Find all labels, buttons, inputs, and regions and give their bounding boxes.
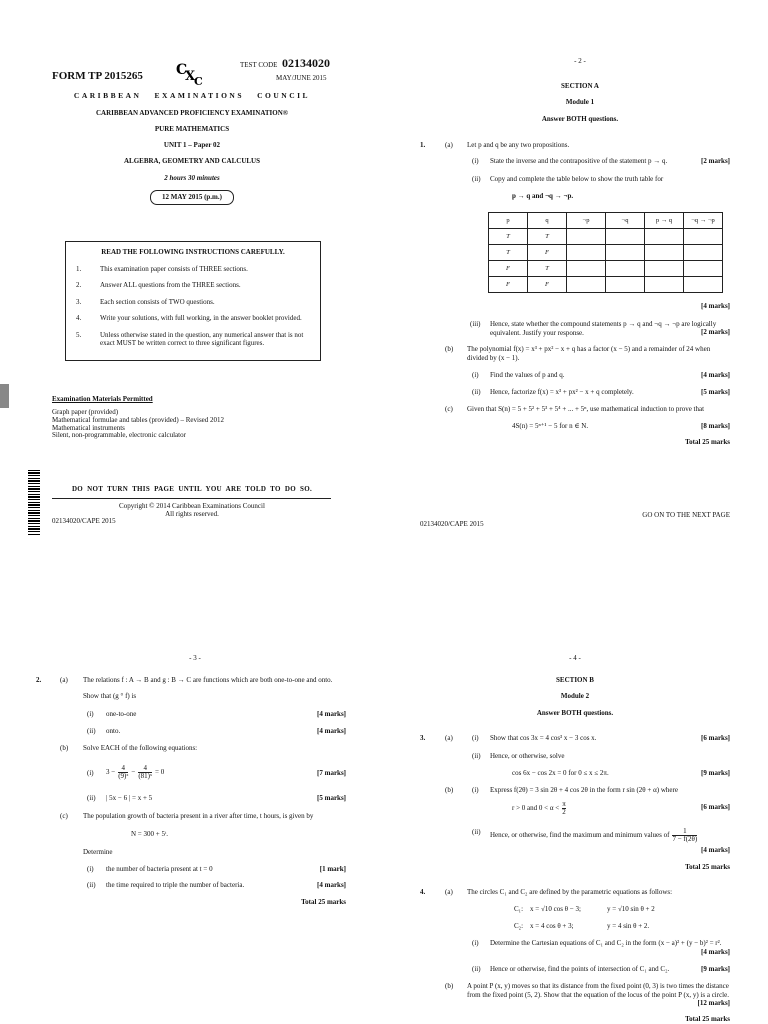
q4-c1-y: y = √10 sin θ + 2	[607, 905, 655, 913]
q2c-determine: Determine	[83, 848, 113, 856]
q1bi-text: Find the values of p and q.	[490, 371, 565, 379]
pi-over-two	[562, 801, 566, 816]
q1-number: 1.	[420, 141, 426, 149]
q2bii-marks: [5 marks]	[317, 794, 346, 802]
instruction-number: 1.	[76, 264, 82, 273]
topic: ALGEBRA, GEOMETRY AND CALCULUS	[123, 157, 260, 165]
q3bii-label: (ii)	[472, 828, 481, 836]
q4aii-text: Hence or otherwise, find the points of intersection of C₁ and C₂.	[490, 965, 670, 973]
q2-total: Total 25 marks	[301, 898, 346, 906]
q4ai-marks: [4 marks]	[701, 948, 730, 956]
page-number-2: - 2 -	[574, 57, 586, 65]
q4a-label: (a)	[445, 888, 453, 896]
table-header-cell: ¬q	[606, 213, 645, 229]
table-cell	[567, 229, 606, 245]
q1c-label: (c)	[445, 405, 453, 413]
q3bii-marks: [4 marks]	[701, 846, 730, 854]
q1c-expression: 4S(n) = 5ⁿ⁺¹ − 5 for n ∈ N.	[512, 422, 589, 430]
q1ai-text: State the inverse and the contrapositive of the statement p → q.	[490, 157, 668, 165]
instruction-number: 4.	[76, 314, 82, 322]
q4ai-label: (i)	[472, 939, 479, 947]
cxc-logo-icon	[176, 60, 206, 86]
page-number-4: - 4 -	[569, 654, 581, 662]
table-cell	[606, 277, 645, 293]
fraction-1-num: 4	[121, 764, 126, 772]
q2ai-marks: [4 marks]	[317, 710, 346, 718]
fraction-2-den: (81)ˣ	[138, 772, 153, 780]
q2b-label: (b)	[60, 744, 69, 752]
fraction-2	[138, 765, 152, 780]
q2a-text: The relations f : A → B and g : B → C are functions which are both one-to-one and onto.	[83, 676, 333, 684]
q2bi-lead: 3 −	[106, 768, 116, 777]
q2aii-marks: [4 marks]	[317, 727, 346, 735]
q1aii-text: Copy and complete the table below to show the truth table for	[490, 175, 664, 183]
q1c-marks: [8 marks]	[701, 422, 730, 430]
q2bi-tail: = 0	[155, 768, 165, 777]
q2cii-text: the time required to triple the number of bacteria.	[106, 881, 245, 889]
materials-title: Examination Materials Permitted	[52, 395, 153, 403]
instruction-text: Unless otherwise stated in the question, any numerical answer that is not exact MUST be written correct to three significant figures.	[100, 330, 304, 347]
table-cell	[684, 245, 723, 261]
q2ai-label: (i)	[87, 710, 94, 718]
table-cell: F	[489, 277, 528, 293]
q3ai-label: (i)	[472, 734, 479, 742]
q3aii-marks: [9 marks]	[701, 769, 730, 777]
test-code-label: TEST CODE	[240, 61, 278, 69]
q4ai-text: Determine the Cartesian equations of C₁ and C₂ in the form (x − a)² + (y − b)² = r².	[490, 939, 722, 947]
q4aii-marks: [9 marks]	[701, 965, 730, 973]
q1aiii-label: (iii)	[470, 320, 481, 328]
instructions-list	[66, 265, 320, 348]
table-header-row	[489, 213, 723, 229]
instructions-box	[65, 241, 321, 361]
instruction-number: 2.	[76, 281, 82, 289]
q2bi-marks: [7 marks]	[317, 769, 346, 777]
q1aii-expression: p → q and ¬q → ¬p.	[512, 192, 574, 200]
q4-c2-y: y = 4 sin θ + 2.	[607, 922, 650, 930]
table-cell	[684, 229, 723, 245]
copyright: Copyright © 2014 Caribbean Examinations Council	[119, 502, 265, 510]
q2ci-marks: [1 mark]	[319, 865, 346, 873]
go-on-next-page: GO ON TO THE NEXT PAGE	[642, 511, 730, 519]
pi-den: 2	[562, 808, 566, 816]
instruction-text: Write your solutions, with full working, in the answer booklet provided.	[100, 314, 302, 322]
instruction-number: 3.	[76, 297, 82, 306]
fraction-2-num: 4	[143, 764, 147, 772]
q1b-label: (b)	[445, 345, 454, 353]
q1aii-marks: [4 marks]	[701, 302, 730, 310]
q2ai-text: one-to-one	[106, 710, 137, 718]
material-item: Graph paper (provided)	[52, 408, 119, 416]
rights: All rights reserved.	[165, 510, 219, 518]
q3ai-text: Show that cos 3x = 4 cos³ x − 3 cos x.	[490, 734, 597, 742]
materials-list	[52, 409, 224, 440]
q2aii-label: (ii)	[87, 727, 96, 735]
q2c-text: The population growth of bacteria present in a river after time, t hours, is given by	[83, 812, 314, 820]
table-cell	[567, 245, 606, 261]
table-cell: F	[489, 261, 528, 277]
q2bi-minus: −	[131, 768, 136, 777]
q2bii-text: | 5x − 6 | = x + 5	[106, 794, 153, 802]
section-b: SECTION B	[556, 676, 594, 684]
table-cell	[606, 229, 645, 245]
table-cell: T	[489, 245, 528, 261]
q1aiii-marks: [2 marks]	[701, 328, 730, 336]
material-item: Mathematical formulae and tables (provided) – Revised 2012	[52, 415, 225, 424]
q1bii-label: (ii)	[472, 388, 481, 396]
side-tab	[0, 384, 9, 408]
session: MAY/JUNE 2015	[276, 74, 327, 82]
unit: UNIT 1 – Paper 02	[163, 141, 221, 149]
q4-number: 4.	[420, 888, 426, 896]
q4aii-label: (ii)	[472, 965, 481, 973]
section-a: SECTION A	[561, 82, 599, 90]
q1b-text: The polynomial f(x) = x³ + px² − x + q has a factor (x − 5) and a remainder of 24 when divided by (x − 1).	[467, 345, 711, 362]
q3b-label: (b)	[445, 786, 454, 794]
do-not-turn: DO NOT TURN THIS PAGE UNTIL YOU ARE TOLD TO DO SO.	[71, 485, 313, 493]
duration: 2 hours 30 minutes	[164, 174, 220, 182]
q1ai-marks: [2 marks]	[701, 157, 730, 165]
q2bi-equation	[106, 765, 164, 780]
cover-page	[0, 0, 384, 518]
q3bii-text: Hence, or otherwise, find the maximum and minimum values of	[490, 831, 670, 840]
q4-total: Total 25 marks	[685, 1015, 730, 1023]
q3bi-cond-text: r > 0 and 0 < α <	[512, 804, 560, 813]
material-item: Mathematical instruments	[52, 423, 125, 432]
test-code: 02134020	[282, 56, 330, 70]
instructions-title: READ THE FOLLOWING INSTRUCTIONS CAREFULLY.	[101, 248, 285, 256]
q2c-expression: N = 300 + 5ᵗ.	[131, 830, 169, 838]
q2a-label: (a)	[60, 676, 68, 684]
table-header-cell: ¬p	[567, 213, 606, 229]
q4-c1-x: C₁: x = √10 cos θ − 3;	[514, 905, 581, 913]
q3-number: 3.	[420, 734, 426, 742]
table-header-cell: ¬q → ¬p	[684, 213, 723, 229]
q2cii-label: (ii)	[87, 881, 96, 889]
table-row	[489, 229, 723, 245]
svg-text:C: C	[176, 62, 188, 78]
q1aii-label: (ii)	[472, 175, 481, 183]
council-name: CARIBBEAN EXAMINATIONS COUNCIL	[73, 91, 311, 100]
q2bii-label: (ii)	[87, 794, 96, 802]
table-cell	[567, 277, 606, 293]
q3ai-marks: [6 marks]	[701, 734, 730, 742]
instruction-item	[76, 314, 312, 323]
table-cell	[684, 261, 723, 277]
svg-text:C: C	[194, 75, 203, 88]
q4a-text: The circles C₁ and C₂ are defined by the parametric equations as follows:	[467, 888, 673, 896]
material-item: Silent, non-programmable, electronic calculator	[52, 431, 186, 440]
q1bii-marks: [5 marks]	[701, 388, 730, 396]
table-row	[489, 261, 723, 277]
form-tp: FORM TP 2015265	[52, 70, 143, 82]
table-header-cell: q	[528, 213, 567, 229]
fraction-1-den: (9)ˣ	[118, 772, 129, 780]
q4b-text: A point P (x, y) moves so that its distance from the fixed point (0, 3) is two times the distance from the fixed point (5, 2). Show that the equation of the locus of the point P (x, y) is a circle.	[467, 982, 729, 999]
truth-table	[488, 212, 723, 293]
q3-total: Total 25 marks	[685, 863, 730, 871]
q3bi-label: (i)	[472, 786, 479, 794]
module-2: Module 2	[560, 692, 590, 700]
table-cell: T	[528, 261, 567, 277]
instruction-number: 5.	[76, 330, 82, 339]
q3aii-expression: cos 6x − cos 2x = 0 for 0 ≤ x ≤ 2π.	[512, 769, 609, 777]
q1a-text: Let p and q be any two propositions.	[467, 141, 570, 149]
exam-date: 12 MAY 2015 (p.m.)	[150, 190, 234, 205]
q1ai-label: (i)	[472, 157, 479, 165]
module-1: Module 1	[565, 98, 595, 106]
exam-name: CARIBBEAN ADVANCED PROFICIENCY EXAMINATION®	[96, 109, 288, 117]
footer-code: 02134020/CAPE 2015	[52, 517, 116, 525]
instruction-item	[76, 298, 312, 307]
q2bi-label: (i)	[87, 769, 94, 777]
q3bi-text: Express f(2θ) = 3 sin 2θ + 4 cos 2θ in the form r sin (2θ + α) where	[490, 786, 678, 794]
q3aii-label: (ii)	[472, 752, 481, 760]
table-cell: T	[489, 229, 528, 245]
table-cell: F	[528, 245, 567, 261]
q1bi-label: (i)	[472, 371, 479, 379]
q1aiii-text: Hence, state whether the compound statements p → q and ¬q → ¬p are logically equivalent. Justify your response.	[490, 320, 717, 337]
barcode-icon	[28, 470, 40, 536]
q3bii-question	[490, 828, 697, 843]
instruction-text: Answer ALL questions from the THREE sections.	[100, 281, 241, 289]
table-cell	[606, 261, 645, 277]
q2ci-label: (i)	[87, 865, 94, 873]
table-row	[489, 245, 723, 261]
table-cell	[567, 261, 606, 277]
instruction-item	[76, 265, 312, 274]
table-cell: F	[528, 277, 567, 293]
table-row	[489, 277, 723, 293]
footer-code-2: 02134020/CAPE 2015	[420, 520, 484, 528]
q3bii-fraction	[672, 828, 697, 843]
page-number-3: - 3 -	[189, 654, 201, 662]
q2aii-text: onto.	[106, 727, 121, 735]
q2c-label: (c)	[60, 812, 68, 820]
q1c-text: Given that S(n) = 5 + 5² + 5³ + 5⁴ + ... + 5ⁿ, use mathematical induction to prove that	[467, 405, 705, 413]
q1-total: Total 25 marks	[685, 438, 730, 446]
q3a-label: (a)	[445, 734, 453, 742]
q1bi-marks: [4 marks]	[701, 371, 730, 379]
table-cell	[606, 245, 645, 261]
instruction-text: This examination paper consists of THREE sections.	[100, 264, 248, 273]
fraction-1	[118, 765, 128, 780]
table-cell	[645, 229, 684, 245]
q4b-label: (b)	[445, 982, 454, 990]
q2cii-marks: [4 marks]	[317, 881, 346, 889]
table-cell	[645, 245, 684, 261]
q2ci-text: the number of bacteria present at t = 0	[106, 865, 213, 873]
q3aii-text: Hence, or otherwise, solve	[490, 752, 565, 760]
table-header-cell: p	[489, 213, 528, 229]
q3bi-marks: [6 marks]	[701, 803, 730, 811]
table-cell	[684, 277, 723, 293]
subject: PURE MATHEMATICS	[154, 125, 230, 133]
svg-text:X: X	[185, 69, 196, 84]
q3bii-den: 7 − f(2θ)	[672, 835, 698, 843]
table-cell	[645, 261, 684, 277]
q2a-show: Show that (g ° f) is	[83, 692, 137, 700]
answer-both-a: Answer BOTH questions.	[541, 115, 619, 123]
q1bii-text: Hence, factorize f(x) = x³ + px² − x + q completely.	[490, 388, 634, 396]
q3bi-condition	[512, 801, 566, 816]
table-header-cell: p → q	[645, 213, 684, 229]
q2b-text: Solve EACH of the following equations:	[83, 744, 198, 752]
instruction-text: Each section consists of TWO questions.	[100, 297, 215, 306]
table-cell: T	[528, 229, 567, 245]
divider	[52, 498, 331, 499]
q2-number: 2.	[36, 676, 42, 684]
instruction-item	[76, 331, 312, 348]
instruction-item	[76, 281, 312, 290]
q4-c2-x: C₂: x = 4 cos θ + 3;	[514, 922, 574, 930]
pi-num: π	[562, 800, 566, 808]
table-cell	[645, 277, 684, 293]
q1a-label: (a)	[445, 141, 453, 149]
q4b-marks: [12 marks]	[697, 999, 730, 1007]
answer-both-b: Answer BOTH questions.	[536, 709, 614, 717]
q3bii-num: 1	[683, 827, 687, 835]
